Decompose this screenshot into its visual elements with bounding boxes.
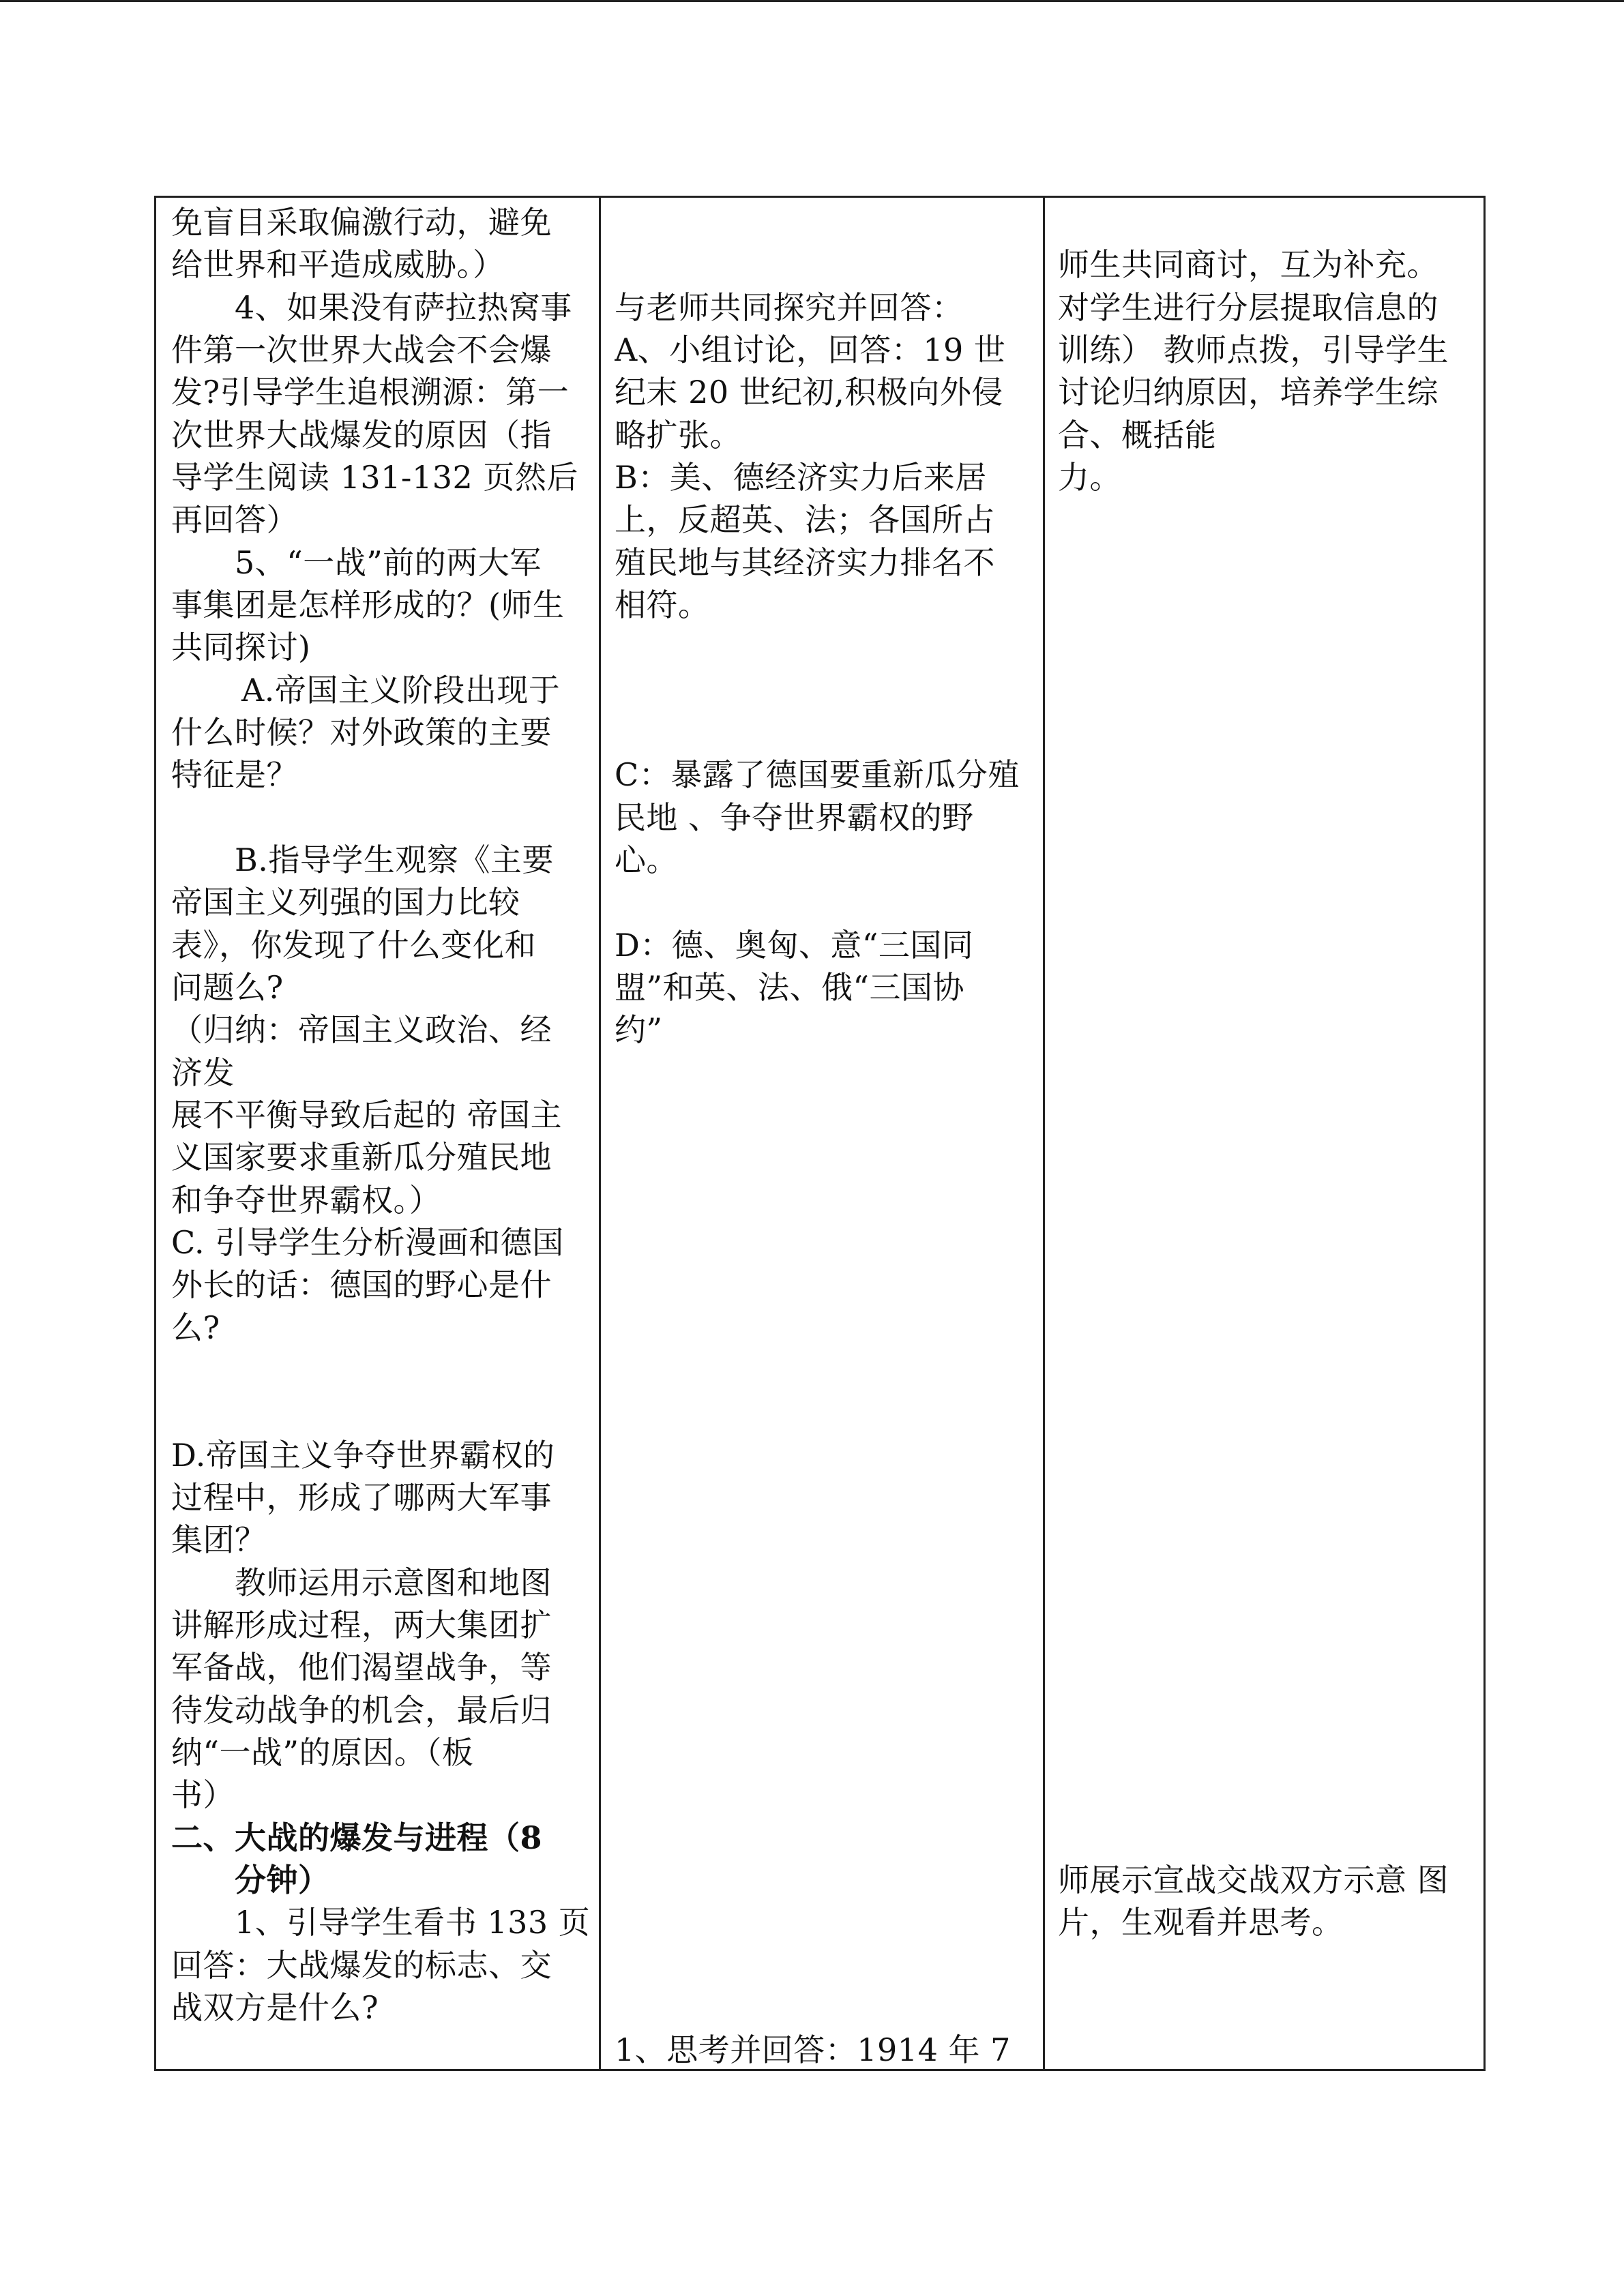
text-line: A.帝国主义阶段出现于 — [241, 672, 561, 709]
text-line: 书） — [171, 1776, 235, 1813]
text-line: 集团？ — [171, 1521, 267, 1558]
text-line: 战双方是什么? — [171, 1989, 379, 2026]
text-line: B：美、德经济实力后来居 — [615, 459, 987, 496]
student-activity-cell — [615, 198, 1037, 2069]
text-line: 师展示宣战交战双方示意 图 — [1058, 1862, 1449, 1898]
text-line: （归纳：帝国主义政治、经 — [171, 1011, 552, 1048]
text-line: 与老师共同探究并回答： — [615, 289, 964, 326]
text-line: 师生共同商讨，互为补充。 — [1058, 246, 1438, 283]
text-line: D：德、奥匈、意“三国同 — [615, 927, 974, 964]
text-line: C. 引导学生分析漫画和德国 — [171, 1224, 564, 1261]
text-line: 外长的话：德国的野心是什 — [171, 1266, 552, 1303]
text-line: 么? — [171, 1309, 220, 1346]
text-line: 导学生阅读 131-132 页然后 — [171, 459, 578, 496]
text-line: 教师运用示意图和地图 — [235, 1564, 552, 1601]
text-line: A、小组讨论，回答：19 世 — [615, 331, 1006, 368]
text-line: 上，反超英、法；各国所占 — [615, 501, 995, 538]
text-line: 约” — [615, 1011, 663, 1048]
text-line: 训练） 教师点拨，引导学生 — [1058, 331, 1449, 368]
text-line: 特征是？ — [171, 756, 298, 793]
text-line: 片，生观看并思考。 — [1058, 1904, 1344, 1941]
text-line: 再回答） — [171, 501, 298, 538]
lesson-plan-table — [154, 196, 1486, 2071]
text-line: 讨论归纳原因，培养学生综 — [1058, 374, 1438, 411]
text-line: 济发 — [171, 1054, 235, 1091]
text-line: 力。 — [1058, 459, 1121, 496]
text-line: 表》，你发现了什么变化和 — [171, 927, 536, 964]
text-line: 殖民地与其经济实力排名不 — [615, 544, 995, 581]
text-line: 发?引导学生追根溯源：第一 — [171, 374, 570, 411]
text-line: 军备战，他们渴望战争，等 — [171, 1649, 552, 1686]
text-line: 什么时候？对外政策的主要 — [171, 714, 552, 751]
text-line: 纳“一战”的原因。（板 — [171, 1734, 474, 1771]
text-line: 展不平衡导致后起的 帝国主 — [171, 1097, 563, 1133]
text-line: 回答：大战爆发的标志、交 — [171, 1947, 552, 1984]
text-line: 略扩张。 — [615, 417, 741, 453]
text-line: 1、引导学生看书 133 页 — [235, 1904, 591, 1941]
text-line: 5、“一战”前的两大军 — [235, 544, 542, 581]
text-line: D.帝国主义争夺世界霸权的 — [171, 1437, 555, 1474]
text-line: 相符。 — [615, 586, 710, 623]
text-line: 和争夺世界霸权。） — [171, 1182, 441, 1219]
section-heading: 二、大战的爆发与进程（8 — [171, 1819, 543, 1856]
text-line: 待发动战争的机会，最后归 — [171, 1692, 552, 1729]
design-intent-cell — [1058, 198, 1483, 2069]
text-line: 过程中，形成了哪两大军事 — [171, 1479, 552, 1516]
text-line: 问题么? — [171, 969, 284, 1006]
text-line: 义国家要求重新瓜分殖民地 — [171, 1139, 552, 1176]
text-line: 次世界大战爆发的原因（指 — [171, 417, 552, 453]
text-line: 心。 — [615, 841, 678, 878]
teacher-activity-cell — [171, 198, 595, 2069]
text-line: B.指导学生观察《主要 — [235, 841, 554, 878]
text-line: 纪末 20 世纪初,积极向外侵 — [615, 374, 1003, 411]
text-line: 合、概括能 — [1058, 417, 1217, 453]
text-line: 事集团是怎样形成的？(师生 — [171, 586, 565, 623]
text-line: 给世界和平造成威胁。） — [171, 246, 505, 283]
text-line: C：暴露了德国要重新瓜分殖 — [615, 756, 1020, 793]
column-divider — [599, 198, 601, 2069]
text-line: 讲解形成过程，两大集团扩 — [171, 1607, 552, 1643]
text-line: 免盲目采取偏激行动，避免 — [171, 204, 552, 241]
text-line: 共同探讨) — [171, 629, 311, 666]
text-line: 盟”和英、法、俄“三国协 — [615, 969, 965, 1006]
text-line: 件第一次世界大战会不会爆 — [171, 331, 552, 368]
text-line: 对学生进行分层提取信息的 — [1058, 289, 1438, 326]
text-line: 4、如果没有萨拉热窝事 — [235, 289, 572, 326]
text-line: 民地 、争夺世界霸权的野 — [615, 799, 974, 836]
column-divider — [1043, 198, 1045, 2069]
text-line: 1、思考并回答：1914 年 7 — [615, 2031, 1011, 2068]
page-top-edge — [0, 0, 1624, 2]
section-heading: 分钟） — [235, 1862, 330, 1898]
text-line: 帝国主义列强的国力比较 — [171, 884, 520, 921]
